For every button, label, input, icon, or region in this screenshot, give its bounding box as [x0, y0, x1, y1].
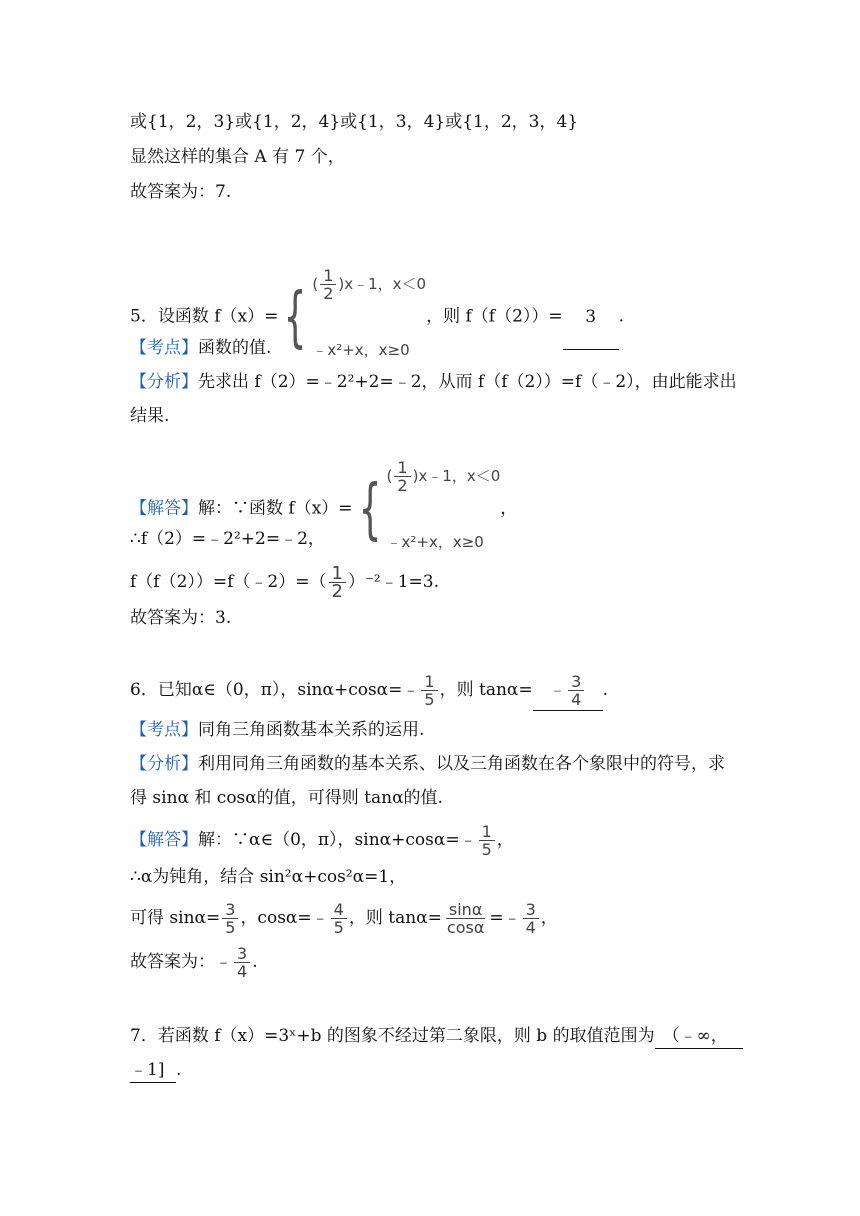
- text-line: 或{1，2，3}或{1，2，4}或{1，3，4}或{1，2，3，4}: [130, 112, 579, 132]
- jieda-tag: 【解答】: [130, 498, 198, 519]
- text-line: 显然这样的集合 A 有 7 个，: [130, 147, 345, 167]
- fenxi-cont: 得 sinα 和 cosα的值，可得则 tanα的值.: [130, 788, 443, 808]
- fraction-half: $\frac{1}{2}$: [329, 565, 346, 600]
- fraction-4-5: $\frac{4}{5}$: [331, 901, 347, 936]
- comma: ，: [496, 830, 514, 850]
- q5-stem: 5．设函数 f（x）=: [130, 306, 279, 327]
- kaodian-text: 函数的值.: [198, 338, 272, 358]
- step-1: ∴α为钝角，结合 sin²α+cos²α=1，: [130, 867, 407, 887]
- fraction-1-5: $\frac{1}{5}$: [479, 823, 495, 858]
- fraction-1-5: $\frac{1}{5}$: [421, 673, 437, 708]
- question-6: [130, 670, 608, 711]
- fenxi: [130, 752, 725, 776]
- step-2-b: ）⁻²﹣1=3.: [347, 572, 440, 592]
- fraction-3-4: $\frac{3}{4}$: [234, 945, 250, 980]
- fraction-3-5: $\frac{3}{5}$: [222, 901, 238, 936]
- jieda-text: 解：∵函数 f（x）=: [198, 498, 353, 519]
- case-2: ﹣x²+x，x≥0: [386, 533, 484, 551]
- jieda: [130, 820, 514, 860]
- fenxi-tag: 【分析】: [130, 754, 198, 774]
- kaodian-tag: 【考点】: [130, 338, 198, 358]
- period: .: [618, 306, 625, 327]
- kaodian-tag: 【考点】: [130, 720, 198, 740]
- period: .: [176, 1060, 182, 1080]
- step-2: [130, 562, 439, 602]
- kaodian-text: 同角三角函数基本关系的运用.: [198, 720, 425, 740]
- jieda-tag: 【解答】: [130, 830, 198, 850]
- step-2-d: =﹣: [489, 908, 521, 928]
- question-7: [130, 1024, 743, 1049]
- ans-sign: ﹣: [549, 680, 567, 700]
- jieda: [130, 444, 517, 574]
- case-2: ﹣x²+x，x≥0: [312, 341, 410, 359]
- fenxi-text: 先求出 f（2）=﹣2²+2=﹣2，从而 f（f（2））=f（﹣2），由此能求出: [198, 372, 737, 392]
- q7-stem: 7．若函数 f（x）=3ˣ+b 的图象不经过第二象限，则 b 的取值范围为: [130, 1026, 655, 1046]
- step-2-b: ，cosα=﹣: [240, 908, 329, 928]
- answer-blank: 3: [563, 285, 619, 350]
- q5-stem-tail: ，则 f（f（2））=: [426, 306, 563, 327]
- final-a: 故答案为：﹣: [130, 952, 232, 972]
- step-2-c: ，则 tanα=: [348, 908, 442, 928]
- step-2: [130, 898, 558, 938]
- fenxi-tag: 【分析】: [130, 372, 198, 392]
- fraction-3-4: $\frac{3}{4}$: [523, 901, 539, 936]
- final-answer: [130, 942, 258, 982]
- final-answer: 故答案为：3.: [130, 608, 232, 628]
- piecewise-function: { ( $\frac{1}{2}$ ) x﹣1，x＜0 ﹣x²+x，x≥0: [278, 252, 426, 382]
- text-line: 故答案为：7.: [130, 182, 232, 202]
- answer-blank: ﹣1]: [130, 1058, 176, 1083]
- fenxi-text: 利用同角三角函数的基本关系、以及三角函数在各个象限中的符号，求: [198, 754, 725, 774]
- fraction-sin-cos: $\frac{\sin\alpha}{\cos\alpha}$: [446, 900, 485, 937]
- question-7-cont: [130, 1058, 181, 1083]
- step-1: ∴f（2）=﹣2²+2=﹣2，: [130, 529, 325, 549]
- question-5: [130, 252, 624, 382]
- piecewise-function: { ( $\frac{1}{2}$ ) x﹣1，x＜0 ﹣x²+x，x≥0: [353, 444, 501, 574]
- final-b: .: [252, 952, 258, 972]
- step-2-a: 可得 sinα=: [130, 908, 221, 928]
- q6-stem: 6．已知α∈（0，π），sinα+cosα=﹣: [130, 680, 420, 700]
- fenxi-cont: 结果.: [130, 406, 170, 426]
- answer-blank: （﹣∞，: [655, 1024, 743, 1049]
- step-2-a: f（f（2））=f（﹣2）=（: [130, 572, 327, 592]
- fraction-3-4: $\frac{3}{4}$: [568, 673, 584, 708]
- case-1: x﹣1，x＜0: [344, 275, 427, 293]
- comma: ，: [500, 498, 518, 519]
- fenxi: [130, 370, 737, 394]
- jieda-text: 解：∵α∈（0，π），sinα+cosα=﹣: [198, 830, 477, 850]
- answer-blank: [533, 670, 603, 711]
- case-1: x﹣1，x＜0: [418, 467, 501, 485]
- kaodian: [130, 718, 424, 742]
- q6-stem-tail: ，则 tanα=: [439, 680, 533, 700]
- step-2-e: ，: [540, 908, 558, 928]
- period: .: [602, 680, 609, 700]
- kaodian: [130, 336, 271, 360]
